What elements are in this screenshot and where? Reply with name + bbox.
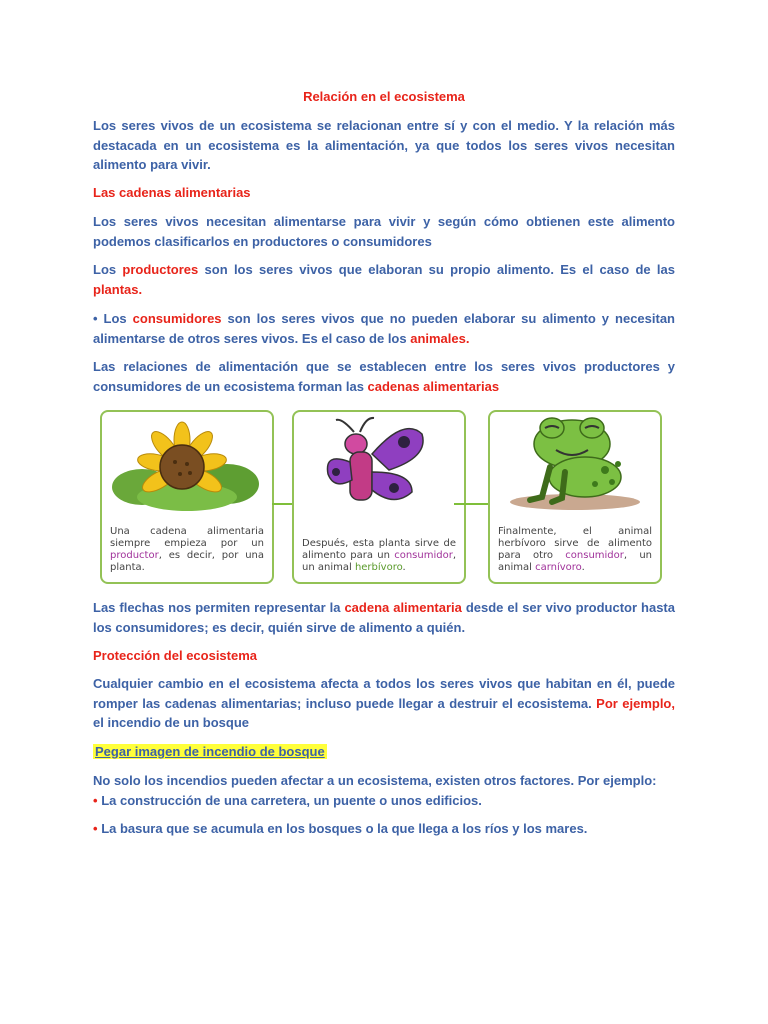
term-cadenas-alimentarias: cadenas alimentarias xyxy=(367,378,500,394)
section-heading-cadenas: Las cadenas alimentarias xyxy=(93,185,251,200)
bullet-icon: • xyxy=(93,821,98,836)
caption-term-consumidor: consumidor xyxy=(394,550,453,561)
bullet-icon: • xyxy=(93,793,98,808)
text-segment: el incendio de un bosque xyxy=(93,715,250,730)
sunflower-icon xyxy=(102,412,268,512)
caption-text: , un animal xyxy=(302,550,456,573)
text-segment: son los seres vivos que elaboran su propio alimento. Es el caso de las xyxy=(198,262,675,277)
term-consumidores: consumidores xyxy=(132,311,222,326)
paragraph-relaciones xyxy=(93,357,675,396)
caption-text: , un animal xyxy=(498,550,652,573)
term-cadena-alimentaria: cadena alimentaria xyxy=(344,600,462,615)
caption-term-herbivoro: herbívoro xyxy=(354,562,403,573)
section-heading-proteccion: Protección del ecosistema xyxy=(93,648,258,663)
text-segment: Las relaciones de alimentación que se establecen entre los seres vivos productores y consumidores de un ecosistema forman las xyxy=(93,359,675,394)
caption-term-consumidor: consumidor xyxy=(565,550,624,561)
page-title: Relación en el ecosistema xyxy=(303,89,465,104)
text-segment: son los seres vivos que no pueden elaborar su alimento y necesitan alimentarse de otros seres vivos. Es el caso de los xyxy=(93,311,675,346)
text-segment: Los xyxy=(93,262,123,277)
highlighted-placeholder: Pegar imagen de incendio de bosque xyxy=(95,744,325,759)
caption-text: Después, esta planta sirve de alimento para un xyxy=(302,538,456,561)
paragraph-flechas xyxy=(93,598,675,637)
term-productores: productores xyxy=(122,262,199,277)
caption-text: . xyxy=(402,562,406,573)
panel-caption xyxy=(498,526,652,574)
text-segment: Cualquier cambio en el ecosistema afecta a todos los seres vivos que habitan en él, puede romper las cadenas alimentarias; incluso puede llegar a destruir el ecosistema. xyxy=(93,676,675,711)
paragraph-productores xyxy=(93,260,675,299)
frog-icon xyxy=(490,412,656,512)
butterfly-icon xyxy=(294,412,460,512)
bullet-item xyxy=(93,819,675,839)
bullet-item xyxy=(93,791,675,811)
term-plantas: plantas. xyxy=(93,281,143,297)
paragraph-cambio xyxy=(93,674,675,733)
paragraph-otros-factores: No solo los incendios pueden afectar a un ecosistema, existen otros factores. Por ejemplo: xyxy=(93,773,657,788)
paragraph-clasificacion: Los seres vivos necesitan alimentarse para vivir y según cómo obtienen este alimento podemos clasificarlos en productores o consumidores xyxy=(93,214,675,249)
intro-paragraph: Los seres vivos de un ecosistema se relacionan entre sí y con el medio. Y la relación más destacada en un ecosistema es la alimentación, ya que todos los seres vivos necesitan alimento para vivir. xyxy=(93,118,675,172)
bullet-text: La construcción de una carretera, un puente o unos edificios. xyxy=(101,793,482,808)
caption-text: . xyxy=(581,562,585,573)
text-segment: • Los xyxy=(93,311,133,326)
caption-term-carnivoro: carnívoro xyxy=(535,562,582,573)
bullet-text: La basura que se acumula en los bosques o la que llega a los ríos y los mares. xyxy=(101,821,588,836)
panel-caption xyxy=(302,538,456,574)
caption-text: Una cadena alimentaria siempre empieza por un xyxy=(110,526,264,549)
text-segment: Las flechas nos permiten representar la xyxy=(93,600,345,615)
food-chain-panel-productor xyxy=(100,410,274,584)
caption-text: , es decir, por una planta. xyxy=(110,550,264,573)
term-animales: animales. xyxy=(410,330,470,346)
term-por-ejemplo: Por ejemplo, xyxy=(596,695,675,711)
image-placeholder-note xyxy=(93,742,675,762)
food-chain-panel-herbivoro xyxy=(292,410,466,584)
panel-caption xyxy=(110,526,264,574)
caption-term-productor: productor xyxy=(110,550,159,561)
paragraph-consumidores xyxy=(93,309,675,348)
food-chain-panel-carnivoro xyxy=(488,410,662,584)
caption-text: Finalmente, el animal herbívoro sirve de alimento para otro xyxy=(498,526,652,561)
text-segment: desde el ser vivo productor hasta los consumidores; es decir, quién sirve de alimento a quién. xyxy=(93,600,675,635)
